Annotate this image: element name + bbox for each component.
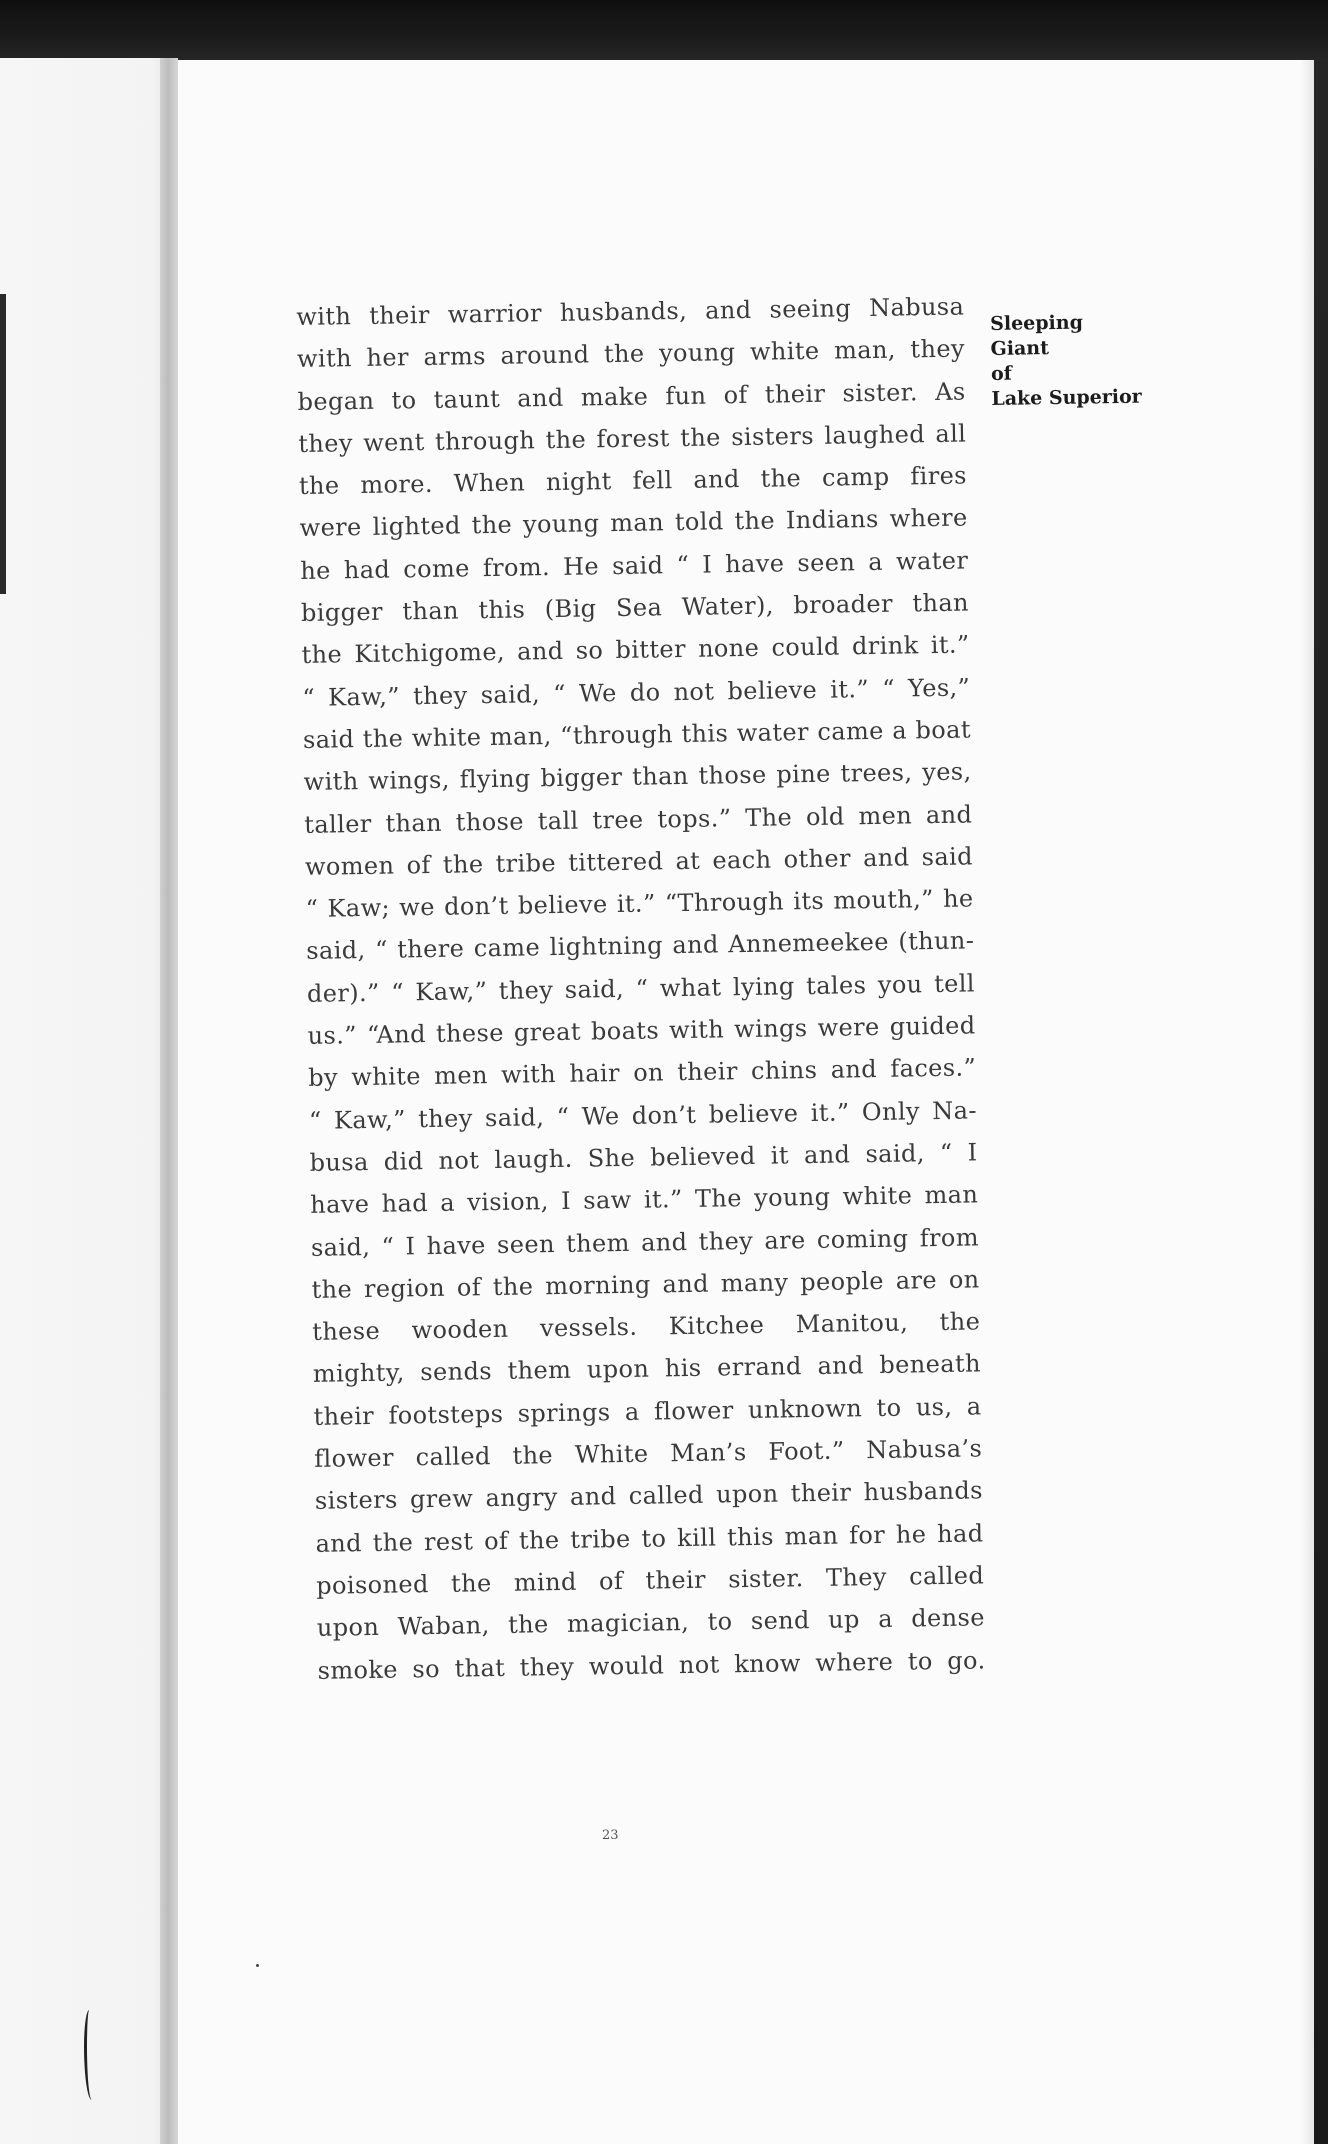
text-line: they went through the forest the sisters laughed all (298, 419, 967, 458)
text-line: sisters grew angry and called upon their husbands (314, 1476, 984, 1516)
text-line: began to taunt and make fun of their sister. As (297, 377, 966, 416)
text-line: these wooden vessels. Kitchee Manitou, the (312, 1307, 981, 1346)
text-line: their footsteps springs a flower unknown to us, a (313, 1392, 982, 1431)
text-line: poisoned the mind of their sister. They called (316, 1561, 985, 1600)
text-line: with her arms around the young white man, they (296, 334, 966, 374)
text-line: the region of the morning and many people are on (311, 1265, 980, 1304)
text-line: the more. When night fell and the camp fires (298, 461, 968, 501)
text-line: by white men with hair on their chins and faces.” (308, 1053, 977, 1093)
text-line: and the rest of the tribe to kill this man for he had (315, 1518, 984, 1558)
text-line: “ Kaw,” they said, “ We don’t believe it.” Only Na- (308, 1096, 978, 1135)
running-head (990, 310, 1142, 412)
body-text (296, 286, 986, 1692)
text-line: said the white man, “through this water came a boat (302, 715, 972, 754)
left-edge-mark (0, 294, 6, 594)
text-line: have had a vision, I saw it.” The young white man (310, 1180, 979, 1220)
text-line: women of the tribe tittered at each other and said (304, 842, 974, 881)
text-line: bigger than this (Big Sea Water), broader than (300, 588, 970, 628)
running-head-line: Lake Superior (991, 385, 1142, 410)
text-line: “ Kaw; we don’t believe it.” “Through its mouth,” he (305, 884, 974, 924)
text-line: said, “ there came lightning and Annemeekee (thun- (306, 926, 975, 966)
page-curl-mark (84, 2010, 97, 2100)
page-edge-shadow (1300, 60, 1314, 2144)
text-line: “ Kaw,” they said, “ We do not believe it.” “ Yes,” (302, 673, 971, 712)
running-head-line: of (990, 362, 1013, 385)
book-gutter (160, 58, 178, 2144)
text-line: busa did not laugh. She believed it and said, “ I (309, 1138, 978, 1177)
text-line: mighty, sends them upon his errand and beneath (312, 1349, 982, 1389)
running-head-line: Sleeping (990, 311, 1084, 335)
text-line: the Kitchigome, and so bitter none could drink it.” (301, 630, 970, 670)
text-line: said, “ I have seen them and they are coming from (310, 1222, 980, 1262)
text-line: upon Waban, the magician, to send up a dense (316, 1603, 986, 1643)
right-page (178, 60, 1314, 2144)
text-line: us.” “And these great boats with wings were guided (307, 1011, 976, 1050)
running-head-line: Giant (990, 337, 1050, 360)
scan-speck (256, 1964, 259, 1967)
text-line: taller than those tall tree tops.” The old men and (304, 800, 973, 839)
text-line: flower called the White Man’s Foot.” Nabusa’s (314, 1434, 983, 1473)
text-line: der).” “ Kaw,” they said, “ what lying tales you tell (306, 969, 976, 1008)
left-page-edge (0, 58, 178, 2144)
page-number: 23 (602, 1828, 619, 1843)
text-line: smoke so that they would not know where to go. (317, 1645, 986, 1685)
text-line: with wings, flying bigger than those pine trees, yes, (303, 757, 972, 797)
text-line: were lighted the young man told the Indians where (299, 503, 968, 543)
text-line: he had come from. He said “ I have seen a water (300, 546, 969, 585)
text-line: with their warrior husbands, and seeing Nabusa (296, 292, 965, 331)
